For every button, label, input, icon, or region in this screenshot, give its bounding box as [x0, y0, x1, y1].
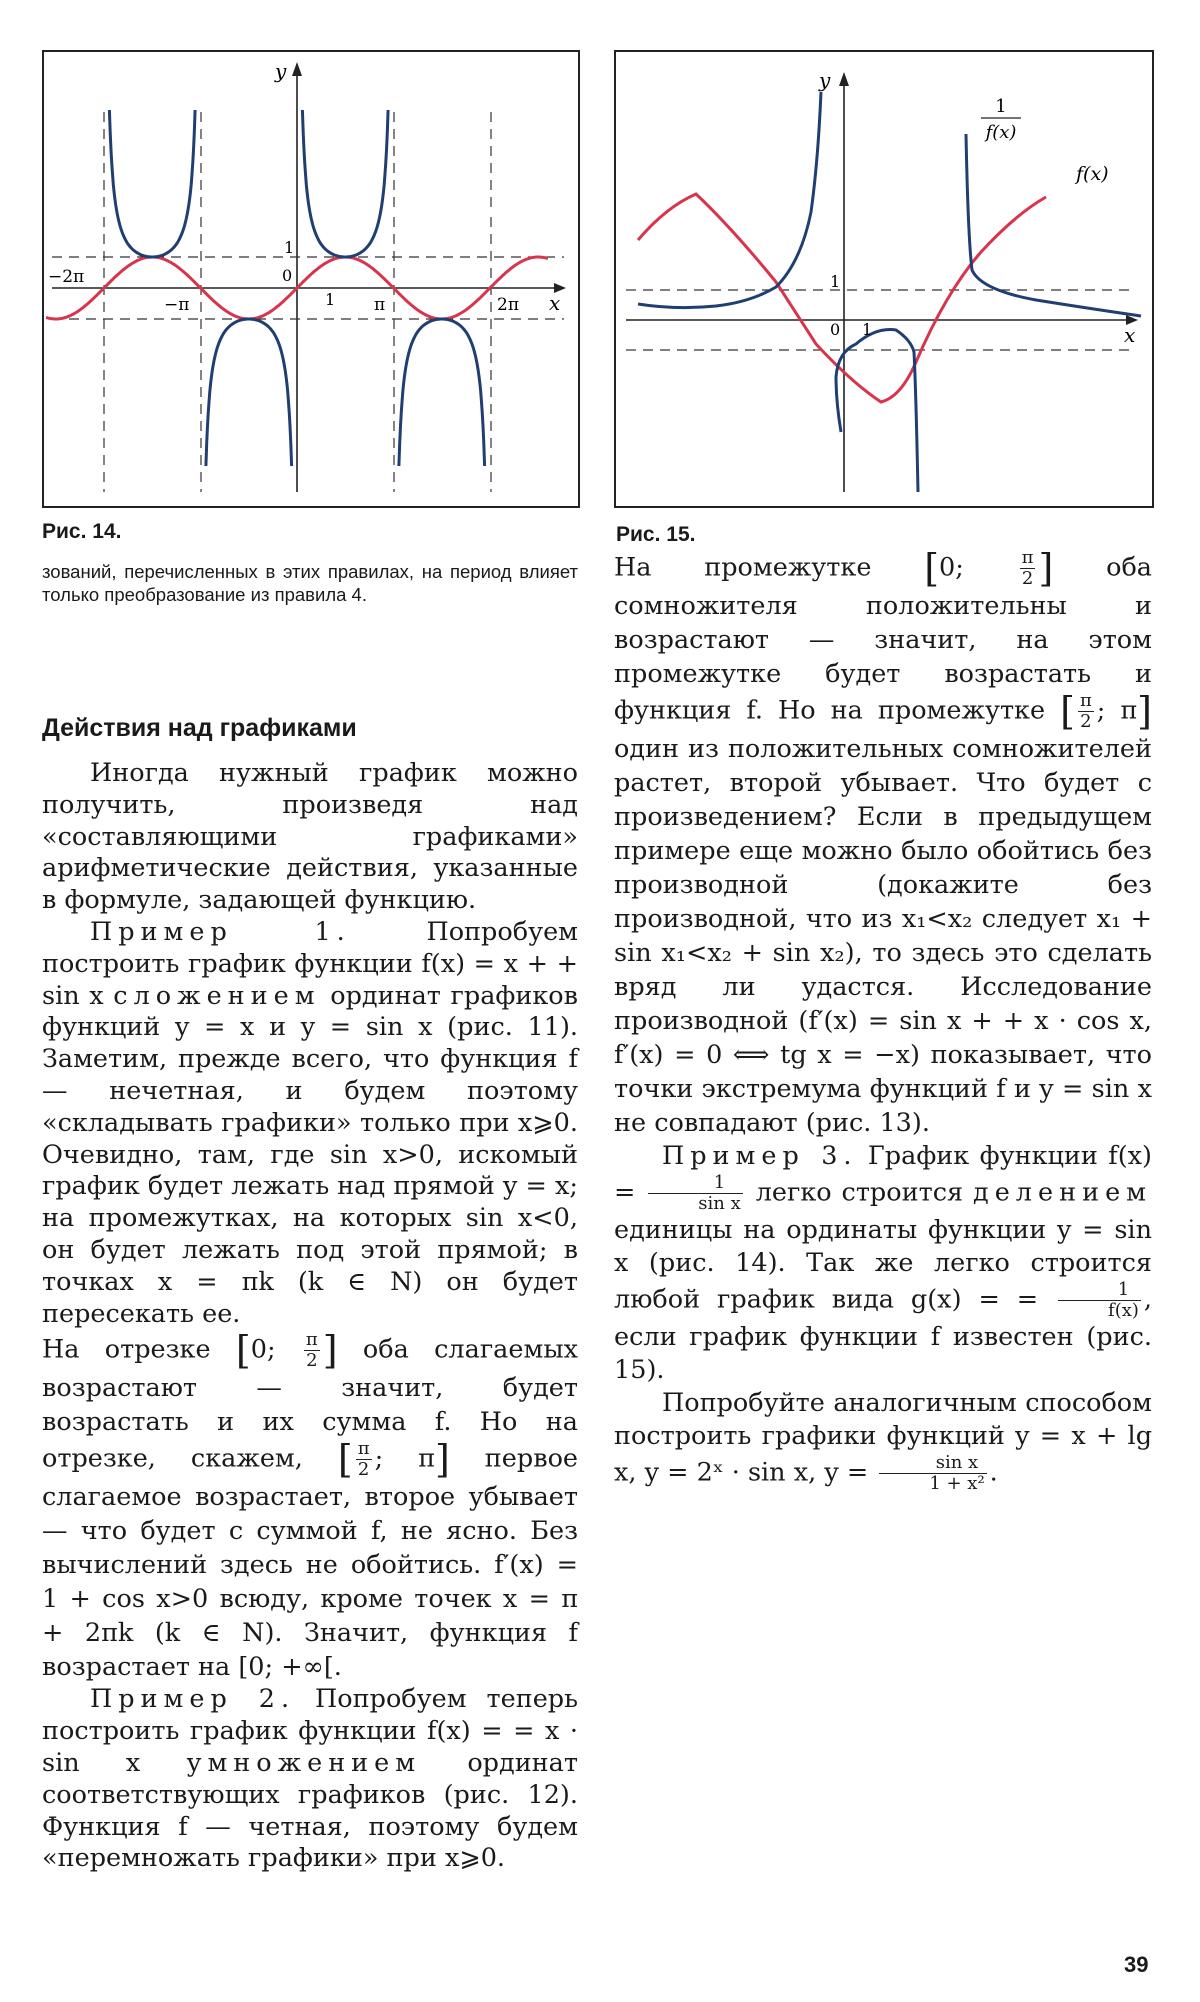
figure-15	[614, 50, 1154, 508]
figure-15-caption: Рис. 15.	[616, 523, 696, 546]
tick-0: 0	[282, 266, 293, 285]
fraction-sinx-1x2: $\frac{\text{sin x}}{\text{1 + x²}}$	[879, 1453, 986, 1494]
paragraph-intro: Иногда нужный график можно получить, произведя над «составляющими графиками» арифметические действия, указанные в формуле, задающей функцию.	[42, 758, 578, 916]
paragraph-example-1: Пример 1. Попробуем построить график функции f(x) = x + + sin x сложением ординат графиков функций y = x и y = sin x (рис. 11). Заметим, прежде всего, что функция f — нечетная, и будем поэтому «складывать графики» только при x⩾0. Очевидно, там, где sin x>0, искомый график будет лежать над прямой y = x; на промежутках, на которых sin x<0, он будет лежать под этой прямой; в точках x = πk (k ∈ N) он будет пересекать ее.	[42, 916, 579, 1329]
y-axis-arrow-icon	[839, 72, 849, 86]
paragraph-example-3: Пример 3. График функции f(x) = $\frac{1}{\text{sin x}}$ легко строится делением единицы на ординаты функции y = sin x (рис. 14). Так же легко строится любой график вида g(x) = = $\frac{1}{f(x)}$ , если график функции f известен (рис. 15).	[614, 1141, 1153, 1385]
tick-1: 1	[830, 272, 841, 291]
f-label: f(x)	[1076, 163, 1109, 185]
figure-14	[42, 50, 580, 508]
figure-14-caption: Рис. 14.	[42, 520, 122, 543]
cosecant-branch	[302, 110, 388, 257]
tick-neg2pi: −2π	[48, 267, 85, 287]
paragraph-example-2: Пример 2. Попробуем теперь построить график функции f(x) = = x · sin x умножением ординат соответствующих графиков (рис. 12). Функция f — четная, поэтому будем «перемножать графики» при x⩾0.	[42, 1684, 579, 1874]
tick-pi: π	[374, 295, 386, 315]
y-label: y	[275, 59, 287, 83]
tick-1-x: 1	[862, 320, 873, 339]
x-label: x	[549, 291, 561, 315]
reciprocal-curve	[638, 92, 821, 308]
section-heading: Действия над графиками	[42, 714, 357, 742]
right-column	[614, 548, 1152, 1494]
fraction-pi-2b: $\frac{\pi}{2}$	[357, 1438, 370, 1481]
tick-0: 0	[830, 320, 841, 339]
fraction-pi-2d: $\frac{\pi}{2}$	[1079, 690, 1092, 732]
paragraph-exercise: Попробуйте аналогичным способом построить графики функций y = x + lg x, y = 2ˣ · sin x, y = $\frac{\text{sin x}}{\text{1 + x²}}$ .	[614, 1388, 1153, 1494]
cosecant-branch	[206, 319, 292, 466]
paragraph-segment: На отрезке [0; $\frac{\pi}{2}$ ] оба слагаемых возрастают — значит, будет возрастать и их сумма f. Но на отрезке, скажем, [ $\frac{\pi}{2}$ ; π] первое слагаемое возрастает, второе убывает — что будет с суммой f, не ясно. Без вычислений здесь не обойтись. f′(x) = 1 + cos x>0 всюду, кроме точек x = π + 2πk (k ∈ N). Значит, функция f возрастает на [0; +∞[.	[42, 1328, 579, 1683]
reciprocal-label-num: 1	[995, 96, 1007, 117]
fraction-pi-2: $\frac{\pi}{2}$	[305, 1329, 318, 1372]
tick-negpi: −π	[164, 295, 190, 315]
reciprocal-curve-mid	[836, 330, 918, 492]
left-column	[42, 758, 578, 1875]
reciprocal-label-den: f(x)	[985, 122, 1017, 143]
y-label: y	[819, 68, 831, 92]
paragraph-interval: На промежутке [0; $\frac{\pi}{2}$ ] оба сомножителя положительны и возрастают — значит, на этом промежутке будет возрастать и функция f. Но на промежутке [ $\frac{\pi}{2}$ ; π] один из положительных сомножителей растет, второй убывает. Что будет с произведением? Если в предыдущем примере еще можно было обойтись без производной (докажите без производной, что из x₁<x₂ следует x₁ + sin x₁<x₂ + sin x₂), то здесь это сделать вряд ли удастся. Исследование производной (f′(x) = sin x + + x · cos x, f′(x) = 0 ⟺ tg x = −x) показывает, что точки экстремума функций f и y = sin x не совпадают (рис. 13).	[614, 546, 1153, 1138]
f-curve	[638, 194, 1046, 402]
y-axis-arrow-icon	[292, 62, 302, 76]
tick-1-x: 1	[325, 290, 336, 309]
fraction-pi-2c: $\frac{\pi}{2}$	[1021, 547, 1034, 589]
intro-text: зований, перечисленных в этих правилах, на период влияет только преобразование из правила 4.	[42, 561, 578, 605]
dashed-guides	[52, 112, 564, 492]
reciprocal-curve-right	[966, 134, 1141, 316]
fraction-1-fx: $\frac{1}{f(x)}$	[1058, 1280, 1141, 1321]
x-label: x	[1124, 323, 1136, 347]
figure-14-plot	[44, 52, 578, 506]
tick-2pi: 2π	[497, 295, 519, 315]
fraction-1-sinx: $\frac{1}{\text{sin x}}$	[648, 1173, 742, 1214]
cosecant-branch	[399, 319, 485, 466]
cosecant-branch	[109, 110, 195, 257]
tick-1: 1	[284, 238, 295, 257]
figure-15-plot	[616, 52, 1152, 506]
page-number: 39	[1124, 1952, 1149, 1977]
